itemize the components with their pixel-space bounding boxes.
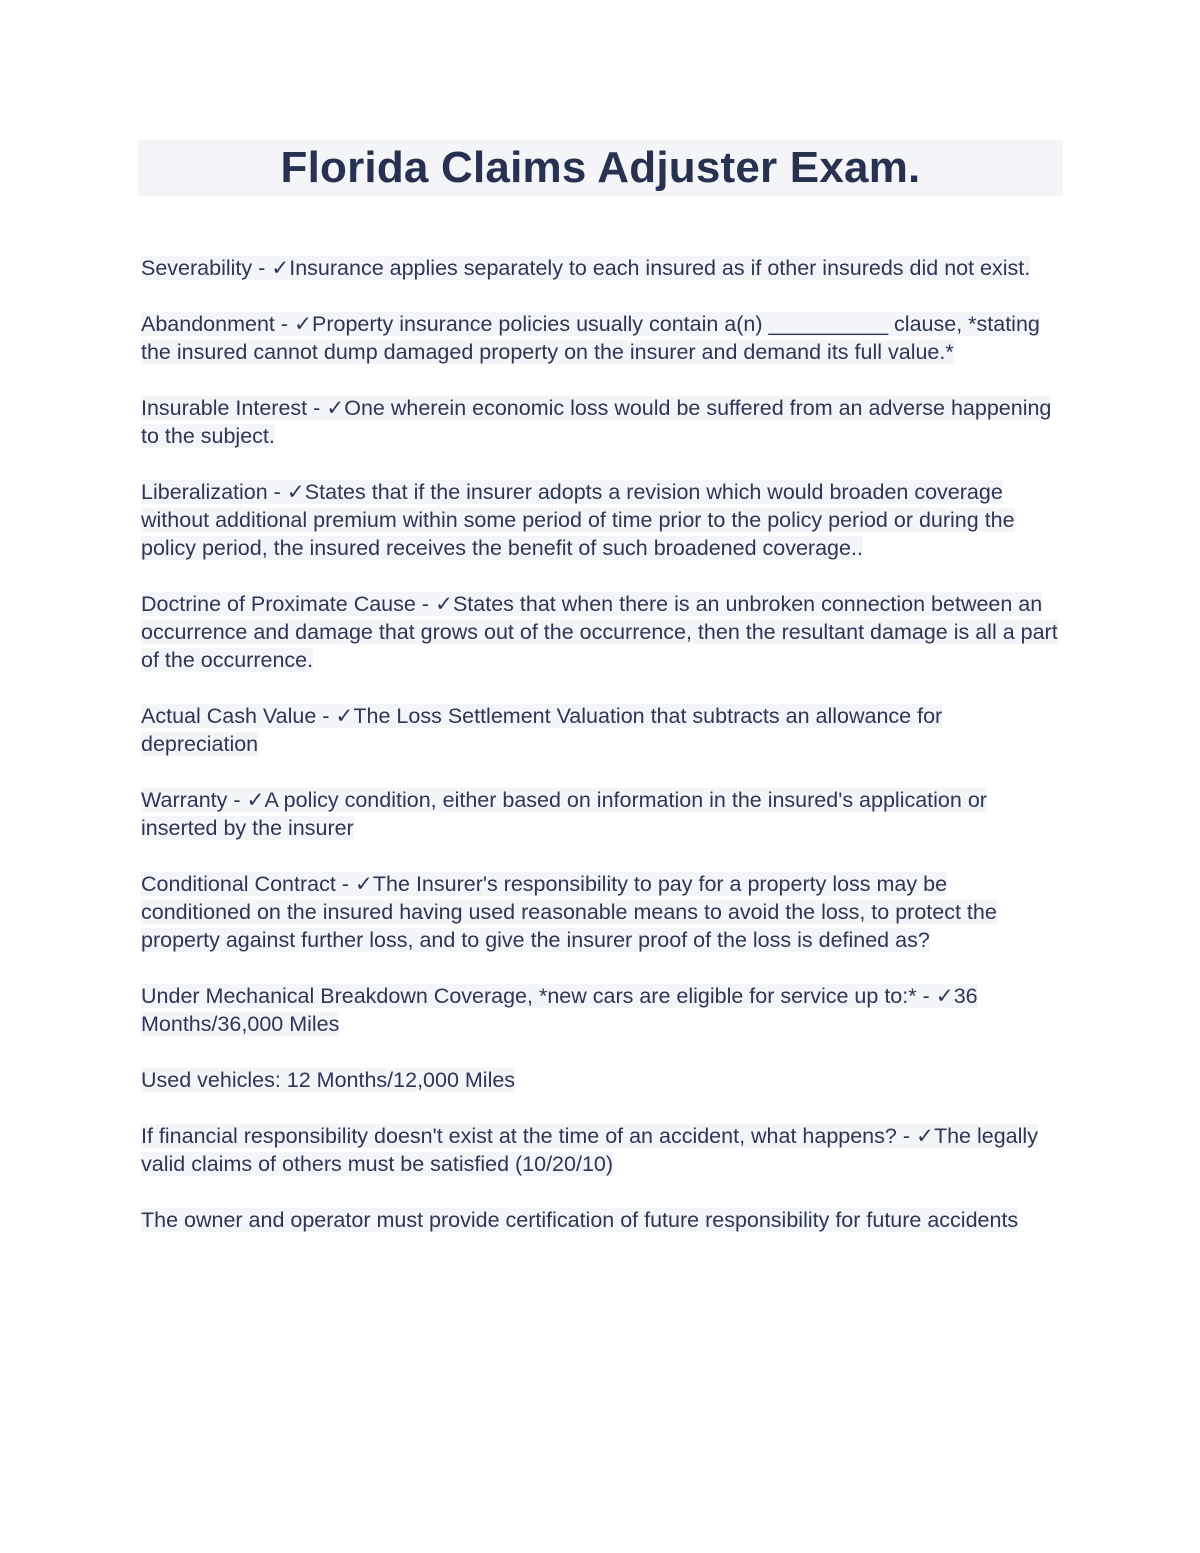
flashcard-entry xyxy=(141,870,1061,954)
entry-text: Warranty - ✓A policy condition, either based on information in the insured's application or inserted by the insurer xyxy=(141,788,987,840)
entry-text: Insurable Interest - ✓One wherein economic loss would be suffered from an adverse happening to the subject. xyxy=(141,396,1052,448)
entry-text: Abandonment - ✓Property insurance policies usually contain a(n) __________ clause, *stating the insured cannot dump damaged property on the insurer and demand its full value.* xyxy=(141,312,1040,364)
flashcard-entry xyxy=(141,590,1061,674)
entry-text: Doctrine of Proximate Cause - ✓States that when there is an unbroken connection between an occurrence and damage that grows out of the occurrence, then the resultant damage is all a part of the occurrence. xyxy=(141,592,1058,672)
entry-text: Conditional Contract - ✓The Insurer's responsibility to pay for a property loss may be conditioned on the insured having used reasonable means to avoid the loss, to protect the property against further loss, and to give the insurer proof of the loss is defined as? xyxy=(141,872,997,952)
flashcard-entry xyxy=(141,254,1061,282)
flashcard-entry xyxy=(141,786,1061,842)
entry-text: Used vehicles: 12 Months/12,000 Miles xyxy=(141,1068,516,1092)
title-banner xyxy=(138,140,1063,196)
document-title: Florida Claims Adjuster Exam. xyxy=(280,143,921,192)
flashcard-entry xyxy=(141,310,1061,366)
entry-text: Actual Cash Value - ✓The Loss Settlement Valuation that subtracts an allowance for depreciation xyxy=(141,704,943,756)
flashcard-entry xyxy=(141,478,1061,562)
entry-text: Under Mechanical Breakdown Coverage, *new cars are eligible for service up to:* - ✓36 Months/36,000 Miles xyxy=(141,984,978,1036)
entry-text: The owner and operator must provide certification of future responsibility for future accidents xyxy=(141,1208,1019,1232)
flashcard-entry xyxy=(141,982,1061,1038)
flashcard-entry xyxy=(141,1206,1061,1234)
flashcard-list xyxy=(141,254,1061,1262)
flashcard-entry xyxy=(141,702,1061,758)
flashcard-entry xyxy=(141,394,1061,450)
flashcard-entry xyxy=(141,1122,1061,1178)
entry-text: Liberalization - ✓States that if the insurer adopts a revision which would broaden coverage without additional premium within some period of time prior to the policy period or during the policy period, the insured receives the benefit of such broadened coverage.. xyxy=(141,480,1015,560)
entry-text: Severability - ✓Insurance applies separately to each insured as if other insureds did not exist. xyxy=(141,256,1031,280)
flashcard-entry xyxy=(141,1066,1061,1094)
entry-text: If financial responsibility doesn't exist at the time of an accident, what happens? - ✓The legally valid claims of others must be satisfied (10/20/10) xyxy=(141,1124,1038,1176)
